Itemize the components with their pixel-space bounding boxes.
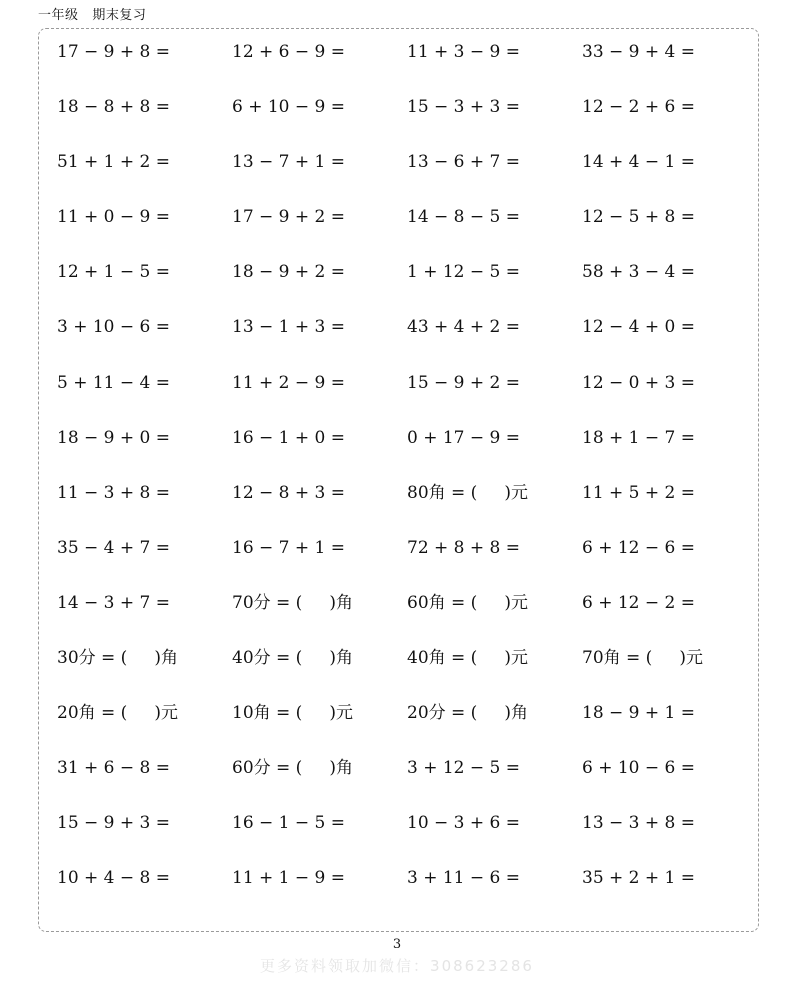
math-problem: 10角 = ( )元 <box>232 703 353 724</box>
math-problem: 5 + 11 − 4 = <box>57 372 171 393</box>
problem-row <box>57 479 757 534</box>
math-problem: 3 + 11 − 6 = <box>407 868 521 889</box>
math-problem: 15 − 3 + 3 = <box>407 97 521 118</box>
problem-row <box>57 203 757 258</box>
watermark-text: 更多资料领取加微信：308623286 <box>260 957 534 975</box>
math-problem: 13 − 3 + 8 = <box>582 813 696 834</box>
math-problem: 35 − 4 + 7 = <box>57 537 171 558</box>
math-problem: 17 − 9 + 2 = <box>232 207 346 228</box>
math-problem: 11 + 0 − 9 = <box>57 207 171 228</box>
math-problem: 20角 = ( )元 <box>57 703 178 724</box>
math-problem: 0 + 17 − 9 = <box>407 427 521 448</box>
math-problem: 40分 = ( )角 <box>232 648 353 669</box>
math-problem: 60角 = ( )元 <box>407 592 528 613</box>
problem-row <box>57 424 757 479</box>
math-problem: 13 − 7 + 1 = <box>232 152 346 173</box>
worksheet-header: 一年级 期末复习 <box>38 8 147 23</box>
math-problem: 51 + 1 + 2 = <box>57 152 171 173</box>
math-problem: 70分 = ( )角 <box>232 592 353 613</box>
math-problem: 11 − 3 + 8 = <box>57 482 171 503</box>
problem-row <box>57 864 757 919</box>
math-problem: 60分 = ( )角 <box>232 758 353 779</box>
math-problem: 18 − 9 + 2 = <box>232 262 346 283</box>
math-problem: 72 + 8 + 8 = <box>407 537 521 558</box>
math-problem: 16 − 1 − 5 = <box>232 813 346 834</box>
math-problem: 12 + 6 − 9 = <box>232 42 346 62</box>
math-problem: 6 + 10 − 9 = <box>232 97 346 118</box>
math-problem: 18 − 9 + 0 = <box>57 427 171 448</box>
math-problem: 12 + 1 − 5 = <box>57 262 171 283</box>
math-problem: 20分 = ( )角 <box>407 703 528 724</box>
math-problem: 31 + 6 − 8 = <box>57 758 171 779</box>
math-problem: 14 + 4 − 1 = <box>582 152 696 173</box>
math-problem: 3 + 12 − 5 = <box>407 758 521 779</box>
math-problem: 33 − 9 + 4 = <box>582 42 696 62</box>
math-problem: 11 + 2 − 9 = <box>232 372 346 393</box>
math-problem: 6 + 10 − 6 = <box>582 758 696 779</box>
math-problem: 12 − 8 + 3 = <box>232 482 346 503</box>
math-problem: 16 − 1 + 0 = <box>232 427 346 448</box>
problem-row <box>57 369 757 424</box>
math-problem: 3 + 10 − 6 = <box>57 317 171 338</box>
math-problem: 6 + 12 − 2 = <box>582 592 696 613</box>
problem-row <box>57 809 757 864</box>
math-problem: 70角 = ( )元 <box>582 648 703 669</box>
math-problem: 11 + 1 − 9 = <box>232 868 346 889</box>
math-problem: 58 + 3 − 4 = <box>582 262 696 283</box>
math-problem: 43 + 4 + 2 = <box>407 317 521 338</box>
math-problem: 6 + 12 − 6 = <box>582 537 696 558</box>
math-problem: 16 − 7 + 1 = <box>232 537 346 558</box>
problem-row <box>57 644 757 699</box>
math-problem: 10 + 4 − 8 = <box>57 868 171 889</box>
math-problem: 18 − 9 + 1 = <box>582 703 696 724</box>
problem-row <box>57 93 757 148</box>
math-problem: 17 − 9 + 8 = <box>57 42 171 62</box>
math-problem: 13 − 6 + 7 = <box>407 152 521 173</box>
problem-row <box>57 699 757 754</box>
math-problem: 14 − 3 + 7 = <box>57 592 171 613</box>
math-problem: 13 − 1 + 3 = <box>232 317 346 338</box>
math-problem: 12 − 2 + 6 = <box>582 97 696 118</box>
math-problem: 12 − 5 + 8 = <box>582 207 696 228</box>
problem-row <box>57 258 757 313</box>
math-problem: 30分 = ( )角 <box>57 648 178 669</box>
problem-row <box>57 38 757 93</box>
problem-row <box>57 589 757 644</box>
math-problem: 35 + 2 + 1 = <box>582 868 696 889</box>
math-problem: 15 − 9 + 2 = <box>407 372 521 393</box>
math-problem: 12 − 4 + 0 = <box>582 317 696 338</box>
math-problem: 80角 = ( )元 <box>407 482 528 503</box>
math-problem: 15 − 9 + 3 = <box>57 813 171 834</box>
math-problem: 14 − 8 − 5 = <box>407 207 521 228</box>
problem-grid <box>57 38 757 920</box>
math-problem: 1 + 12 − 5 = <box>407 262 521 283</box>
page-number: 3 <box>392 937 402 952</box>
math-problem: 18 + 1 − 7 = <box>582 427 696 448</box>
problem-row <box>57 754 757 809</box>
math-problem: 11 + 3 − 9 = <box>407 42 521 62</box>
problem-row <box>57 313 757 368</box>
math-problem: 11 + 5 + 2 = <box>582 482 696 503</box>
math-problem: 18 − 8 + 8 = <box>57 97 171 118</box>
math-problem: 40角 = ( )元 <box>407 648 528 669</box>
problem-row <box>57 148 757 203</box>
problem-row <box>57 534 757 589</box>
math-problem: 12 − 0 + 3 = <box>582 372 696 393</box>
math-problem: 10 − 3 + 6 = <box>407 813 521 834</box>
